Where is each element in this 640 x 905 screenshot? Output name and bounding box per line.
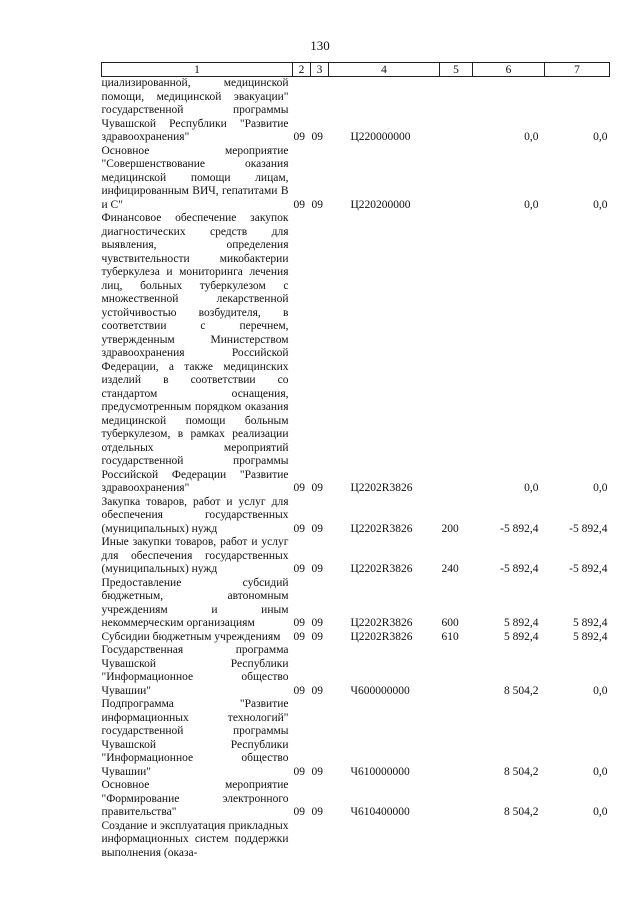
- column-header: 5: [440, 63, 473, 77]
- row-amount: [473, 820, 545, 861]
- row-amount-total: 0,0: [593, 198, 608, 211]
- row-section: 09: [293, 131, 305, 143]
- row-expense-type: [440, 698, 473, 779]
- row-target-code: Ц2202R3826: [350, 617, 413, 629]
- row-subsection: 09: [311, 806, 323, 818]
- column-number-header: [102, 63, 610, 77]
- column-header: 6: [473, 63, 545, 77]
- row-subsection: 09: [311, 482, 323, 494]
- row-amount-total: 5 892,4: [573, 630, 608, 643]
- row-expense-type: [440, 77, 473, 145]
- table-row: [102, 536, 610, 577]
- table-row: [102, 779, 610, 820]
- row-target-code: Ц2202R3826: [350, 482, 413, 494]
- row-amount-total: 5 892,4: [573, 617, 608, 629]
- row-target-code: Ц2202R3826: [350, 630, 413, 643]
- row-target-code: [329, 820, 440, 861]
- row-section: 09: [293, 522, 305, 535]
- column-header: 2: [293, 63, 311, 77]
- row-expense-type: 200: [441, 522, 459, 535]
- row-amount-total: 0,0: [593, 131, 608, 143]
- row-name: Закупка товаров, работ и услуг для обеспечения государственных (муниципальных) нужд: [101, 495, 289, 535]
- row-amount: 5 892,4: [504, 617, 539, 629]
- row-amount: 0,0: [524, 131, 539, 143]
- table-row: [102, 577, 610, 631]
- column-header: 7: [545, 63, 610, 77]
- row-name: Основное мероприятие "Формирование электронного правительства": [101, 779, 289, 818]
- row-section: 09: [293, 563, 305, 575]
- row-section: 09: [293, 617, 305, 629]
- row-amount: -5 892,4: [500, 522, 539, 535]
- row-expense-type: [440, 145, 473, 213]
- row-section: 09: [293, 482, 305, 494]
- row-subsection: 09: [311, 617, 323, 629]
- row-subsection: 09: [311, 630, 323, 643]
- row-subsection: 09: [311, 131, 323, 143]
- column-header: 4: [329, 63, 440, 77]
- table-row: [102, 145, 610, 213]
- row-name: Иные закупки товаров, работ и услуг для обеспечения государственных (муниципальных) нужд: [101, 536, 289, 575]
- row-expense-type: 600: [441, 617, 459, 629]
- row-expense-type: 610: [441, 630, 459, 643]
- budget-table: [101, 62, 610, 860]
- row-amount-total: 0,0: [593, 806, 608, 818]
- row-section: [293, 820, 311, 861]
- row-amount: 0,0: [524, 198, 539, 211]
- row-amount-total: -5 892,4: [569, 563, 608, 575]
- table-row: [102, 644, 610, 698]
- row-target-code: Ц2202R3826: [350, 522, 413, 535]
- row-section: 09: [293, 806, 305, 818]
- row-amount-total: 0,0: [593, 482, 608, 494]
- table-row: [102, 496, 610, 537]
- row-name: Государственная программа Чувашской Республики "Информационное общество Чувашии": [101, 644, 289, 697]
- row-amount: -5 892,4: [500, 563, 539, 575]
- table-row: [102, 698, 610, 779]
- row-expense-type: [440, 820, 473, 861]
- row-expense-type: [440, 644, 473, 698]
- row-target-code: Ц2202R3826: [350, 563, 413, 575]
- column-header: 1: [102, 63, 293, 77]
- row-amount-total: -5 892,4: [569, 522, 608, 535]
- table-row: [102, 631, 610, 645]
- table-body: [102, 77, 610, 861]
- row-subsection: 09: [311, 198, 323, 211]
- row-target-code: Ч600000000: [350, 684, 410, 697]
- row-target-code: Ц220200000: [350, 198, 411, 211]
- row-name: Основное мероприятие "Совершенствование оказания медицинской помощи лицам, инфицированным ВИЧ, гепатитами B и C": [101, 144, 289, 211]
- row-name: Создание и эксплуатация прикладных информационных систем поддержки выполнения (оказа-: [101, 819, 289, 859]
- row-amount: 8 504,2: [504, 765, 539, 778]
- row-subsection: [311, 820, 329, 861]
- row-amount: 5 892,4: [504, 630, 539, 643]
- row-section: 09: [293, 198, 305, 211]
- row-section: 09: [293, 630, 305, 643]
- row-target-code: Ч610000000: [350, 765, 410, 778]
- row-amount: 8 504,2: [504, 684, 539, 697]
- row-expense-type: [440, 779, 473, 820]
- row-name: Субсидии бюджетным учреждениям: [101, 630, 281, 643]
- page-number: 130: [310, 38, 330, 53]
- table-row: [102, 820, 610, 861]
- row-name: циализированной, медицинской помощи, медицинской эвакуации" государственной программы Чувашской Республики "Развитие здравоохранения": [101, 77, 289, 143]
- row-amount-total: 0,0: [593, 765, 608, 778]
- row-subsection: 09: [311, 563, 323, 575]
- row-amount: 0,0: [524, 482, 539, 494]
- table-row: [102, 77, 610, 145]
- column-header: 3: [311, 63, 329, 77]
- row-subsection: 09: [311, 765, 323, 778]
- row-subsection: 09: [311, 684, 323, 697]
- row-name: Финансовое обеспечение закупок диагностических средств для выявления, определения чувствительности микобактерии туберкулеза и мониторинга лечения лиц, больных туберкулезом с множественной лекарственной устойчивостью возбудителя, в соответствии с перечнем, утвержденным Министерством здравоохранения Российской Федерации, а также медицинских изделий в соответствии со стандартом оснащения, предусмотренным порядком оказания медицинской помощи больным туберкулезом, в рамках реализации отдельных мероприятий государственной программы Российской Федерации "Развитие здравоохранения": [101, 212, 289, 494]
- row-subsection: 09: [311, 522, 323, 535]
- row-target-code: Ч610400000: [350, 806, 410, 818]
- row-target-code: Ц220000000: [350, 131, 411, 143]
- row-amount-total: [545, 820, 610, 861]
- table-row: [102, 212, 610, 496]
- row-expense-type: [440, 212, 473, 496]
- row-section: 09: [293, 765, 305, 778]
- row-name: Предоставление субсидий бюджетным, автономным учреждениям и иным некоммерческим организациям: [101, 576, 289, 629]
- row-section: 09: [293, 684, 305, 697]
- row-expense-type: 240: [441, 563, 459, 575]
- row-amount: 8 504,2: [504, 806, 539, 818]
- row-amount-total: 0,0: [593, 684, 608, 697]
- row-name: Подпрограмма "Развитие информационных технологий" государственной программы Чувашской Республики "Информационное общество Чувашии": [101, 698, 289, 778]
